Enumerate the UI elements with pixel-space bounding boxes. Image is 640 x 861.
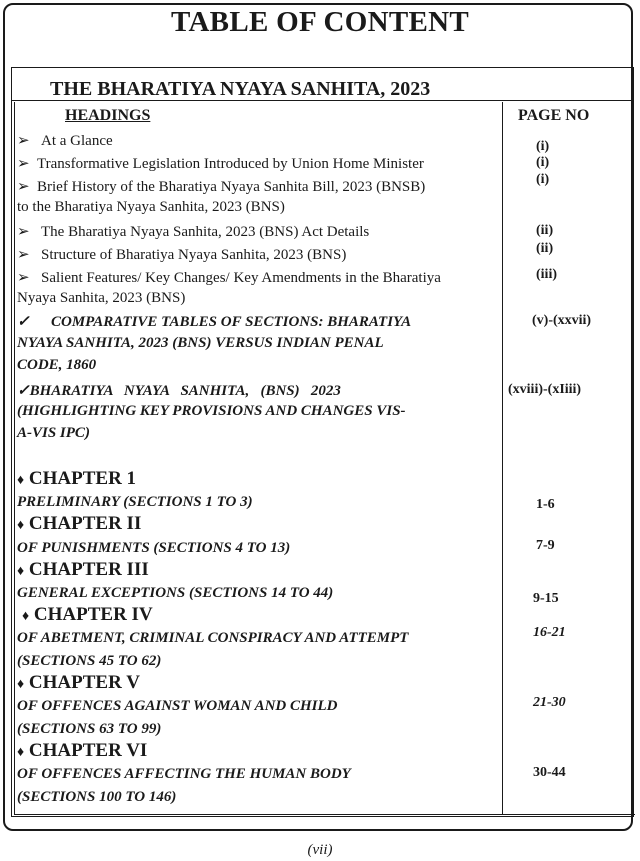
headings-label: HEADINGS: [65, 107, 151, 124]
diamond-icon: ♦: [17, 745, 25, 760]
chapter-title: GENERAL EXCEPTIONS (SECTIONS 14 TO 44): [17, 585, 334, 601]
page-number: 16-21: [533, 625, 566, 640]
page-number: 21-30: [533, 695, 566, 710]
page-number: (ii): [536, 223, 554, 238]
toc-item-continuation: A-VIS IPC): [17, 425, 90, 441]
diamond-icon: ♦: [17, 677, 25, 692]
chapter-title: PRELIMINARY (SECTIONS 1 TO 3): [17, 494, 253, 510]
chapter-title-continuation: (SECTIONS 100 TO 146): [17, 789, 177, 805]
column-divider: [502, 102, 503, 814]
arrow-icon: ➢: [17, 270, 30, 286]
chapter-title-continuation: (SECTIONS 63 TO 99): [17, 721, 162, 737]
diamond-icon: ♦: [17, 564, 25, 579]
toc-item-continuation: NYAYA SANHITA, 2023 (BNS) VERSUS INDIAN PENAL: [17, 335, 384, 351]
chapter-heading[interactable]: ♦ CHAPTER V: [17, 672, 140, 693]
chapter-title: OF ABETMENT, CRIMINAL CONSPIRACY AND ATTEMPT: [17, 630, 409, 646]
page-number: 7-9: [536, 538, 555, 553]
act-title: THE BHARATIYA NYAYA SANHITA, 2023: [50, 78, 431, 100]
chapter-title: OF OFFENCES AFFECTING THE HUMAN BODY: [17, 766, 351, 782]
page-number: (iii): [536, 267, 557, 282]
page-number: (i): [536, 139, 550, 154]
arrow-icon: ➢: [17, 133, 30, 149]
toc-item-continuation: CODE, 1860: [17, 357, 97, 373]
toc-item-at-a-glance[interactable]: ➢ At a Glance: [17, 133, 113, 149]
diamond-icon: ♦: [22, 609, 30, 624]
chapter-title: OF OFFENCES AGAINST WOMAN AND CHILD: [17, 698, 338, 714]
page-number: (i): [536, 172, 550, 187]
toc-item-continuation: to the Bharatiya Nyaya Sanhita, 2023 (BNS): [17, 199, 285, 215]
page-title: TABLE OF CONTENT: [170, 6, 470, 38]
page-number: (xviii)-(xIiii): [508, 382, 582, 397]
page-number: 9-15: [533, 591, 559, 606]
check-icon: ✓: [17, 314, 30, 330]
toc-item-salient-features[interactable]: ➢ Salient Features/ Key Changes/ Key Amendments in the Bharatiya: [17, 270, 441, 286]
toc-item-continuation: (HIGHLIGHTING KEY PROVISIONS AND CHANGES VIS-: [17, 403, 406, 419]
toc-item-act-details[interactable]: ➢ The Bharatiya Nyaya Sanhita, 2023 (BNS) Act Details: [17, 224, 370, 240]
arrow-icon: ➢: [17, 224, 30, 240]
chapter-heading[interactable]: ♦ CHAPTER 1: [17, 468, 137, 489]
page-number: (ii): [536, 241, 554, 256]
page-number: 30-44: [533, 765, 566, 780]
chapter-heading[interactable]: ♦ CHAPTER IV: [22, 604, 153, 625]
toc-item-continuation: Nyaya Sanhita, 2023 (BNS): [17, 290, 186, 306]
chapter-heading[interactable]: ♦ CHAPTER III: [17, 559, 149, 580]
page-footer-number: (vii): [307, 842, 333, 858]
toc-item-structure[interactable]: ➢ Structure of Bharatiya Nyaya Sanhita, 2023 (BNS): [17, 247, 347, 263]
page-number: (i): [536, 155, 550, 170]
toc-item-transformative-legislation[interactable]: ➢ Transformative Legislation Introduced by Union Home Minister: [17, 156, 424, 172]
toc-item-highlighting[interactable]: ✓BHARATIYA NYAYA SANHITA, (BNS) 2023: [17, 383, 341, 399]
toc-item-comparative-tables[interactable]: ✓ COMPARATIVE TABLES OF SECTIONS: BHARATIYA: [17, 314, 412, 330]
chapter-title-continuation: (SECTIONS 45 TO 62): [17, 653, 162, 669]
arrow-icon: ➢: [17, 247, 30, 263]
chapter-title: OF PUNISHMENTS (SECTIONS 4 TO 13): [17, 540, 291, 556]
page-number: 1-6: [536, 497, 555, 512]
arrow-icon: ➢: [17, 156, 30, 172]
page-no-label: PAGE NO: [518, 107, 590, 124]
page-number: (v)-(xxvii): [532, 313, 592, 328]
chapter-heading[interactable]: ♦ CHAPTER II: [17, 513, 142, 534]
diamond-icon: ♦: [17, 518, 25, 533]
arrow-icon: ➢: [17, 179, 30, 195]
toc-item-brief-history[interactable]: ➢ Brief History of the Bharatiya Nyaya Sanhita Bill, 2023 (BNSB): [17, 179, 426, 195]
diamond-icon: ♦: [17, 473, 25, 488]
chapter-heading[interactable]: ♦ CHAPTER VI: [17, 740, 148, 761]
check-icon: ✓: [17, 383, 30, 399]
